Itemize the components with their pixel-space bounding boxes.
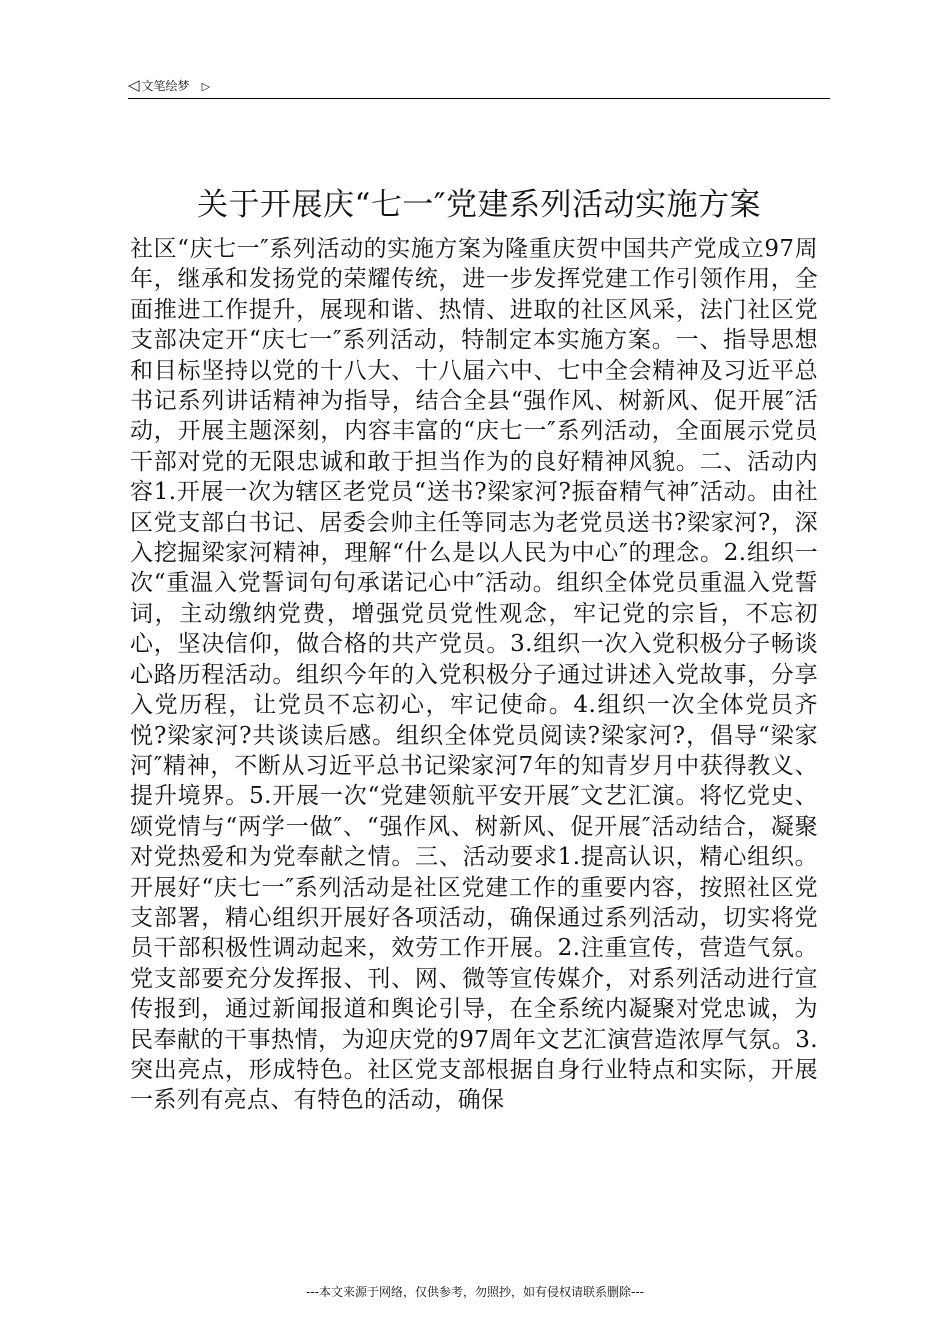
document-title: 关于开展庆“七一″党建系列活动实施方案 bbox=[197, 187, 761, 223]
page-header bbox=[128, 74, 830, 99]
triangle-left-icon: ◁ bbox=[128, 76, 140, 94]
document-body: 社区“庆七一″系列活动的实施方案为隆重庆贺中国共产党成立97周年，继承和发扬党的荣耀传统，进一步发挥党建工作引领作用，全面推进工作提升，展现和谐、热情、进取的社区风采，法门社区党支部决定开“庆七一″系列活动，特制定本实施方案。一、指导思想和目标坚持以党的十八大、十八届六中、七中全会精神及习近平总书记系列讲话精神为指导，结合全县“强作风、树新风、促开展″活动，开展主题深刻，内容丰富的“庆七一″系列活动，全面展示党员干部对党的无限忠诚和敢于担当作为的良好精神风貌。二、活动内容1.开展一次为辖区老党员“送书?梁家河?振奋精气神″活动。由社区党支部白书记、居委会帅主任等同志为老党员送书?梁家河?，深入挖掘梁家河精神，理解“什么是以人民为中心″的理念。2.组织一次“重温入党誓词句句承诺记心中″活动。组织全体党员重温入党誓词，主动缴纳党费，增强党员党性观念，牢记党的宗旨，不忘初心，坚决信仰，做合格的共产党员。3.组织一次入党积极分子畅谈心路历程活动。组织今年的入党积极分子通过讲述入党故事，分享入党历程，让党员不忘初心，牢记使命。4.组织一次全体党员齐悦?梁家河?共谈读后感。组织全体党员阅读?梁家河?，倡导“梁家河″精神，不断从习近平总书记梁家河7年的知青岁月中获得教义、提升境界。5.开展一次“党建领航平安开展″文艺汇演。将忆党史、颂党情与“两学一做″、“强作风、树新风、促开展″活动结合，凝聚对党热爱和为党奉献之情。三、活动要求1.提高认识，精心组织。开展好“庆七一″系列活动是社区党建工作的重要内容，按照社区党支部署，精心组织开展好各项活动，确保通过系列活动，切实将党员干部积极性调动起来，效劳工作开展。2.注重宣传，营造气氛。党支部要充分发挥报、刊、网、微等宣传媒介，对系列活动进行宣传报到，通过新闻报道和舆论引导，在全系统内凝聚对党忠诚，为民奉献的干事热情，为迎庆党的97周年文艺汇演营造浓厚气氛。3.突出亮点，形成特色。社区党支部根据自身行业特点和实际，开展一系列有亮点、有特色的活动，确保 bbox=[130, 236, 818, 1114]
footer-note: ---本文来源于网络，仅供参考，勿照抄，如有侵权请联系删除--- bbox=[306, 1285, 644, 1299]
header-brand: 文笔绘梦 bbox=[141, 79, 190, 93]
triangle-right-icon: ▷ bbox=[201, 80, 211, 93]
